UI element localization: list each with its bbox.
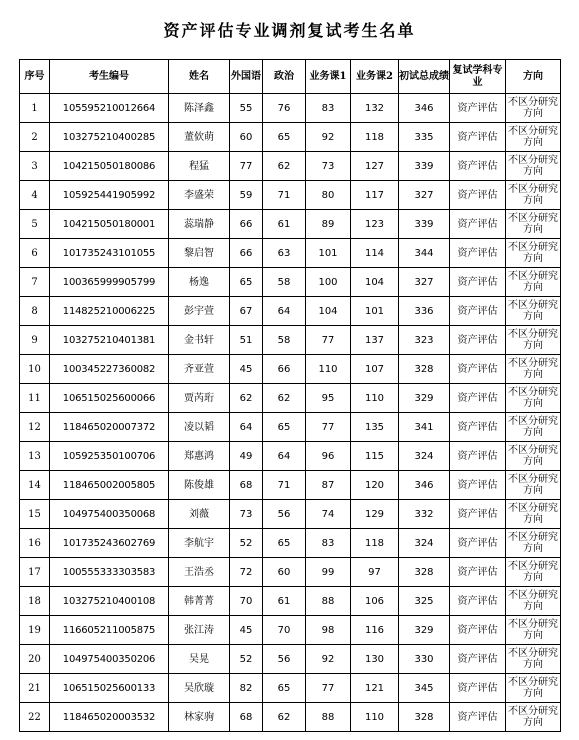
cell-politics: 56 <box>263 500 306 529</box>
cell-retest-major: 资产评估 <box>450 471 506 500</box>
cell-direction: 不区分研究方向 <box>506 703 561 732</box>
header-seq: 序号 <box>20 60 50 94</box>
cell-foreign-language: 59 <box>230 181 263 210</box>
table-row <box>20 558 561 587</box>
cell-course-2: 97 <box>351 558 399 587</box>
cell-course-1: 100 <box>306 268 351 297</box>
cell-name: 张江涛 <box>169 616 230 645</box>
cell-retest-major: 资产评估 <box>450 94 506 123</box>
cell-course-2: 110 <box>351 703 399 732</box>
cell-foreign-language: 68 <box>230 703 263 732</box>
cell-direction: 不区分研究方向 <box>506 123 561 152</box>
cell-retest-major: 资产评估 <box>450 703 506 732</box>
cell-retest-major: 资产评估 <box>450 616 506 645</box>
cell-course-2: 104 <box>351 268 399 297</box>
table-row <box>20 297 561 326</box>
cell-candidate-id: 106515025600133 <box>50 674 169 703</box>
cell-initial-total: 324 <box>399 442 450 471</box>
cell-seq: 17 <box>20 558 50 587</box>
cell-retest-major: 资产评估 <box>450 181 506 210</box>
cell-name: 陈俊雄 <box>169 471 230 500</box>
cell-initial-total: 346 <box>399 94 450 123</box>
table-row <box>20 181 561 210</box>
header-course-1: 业务课1 <box>306 60 351 94</box>
cell-course-2: 129 <box>351 500 399 529</box>
cell-seq: 9 <box>20 326 50 355</box>
table-row <box>20 326 561 355</box>
cell-direction: 不区分研究方向 <box>506 355 561 384</box>
cell-initial-total: 328 <box>399 355 450 384</box>
header-initial-total: 初试总成绩 <box>399 60 450 94</box>
cell-foreign-language: 45 <box>230 616 263 645</box>
cell-retest-major: 资产评估 <box>450 674 506 703</box>
cell-foreign-language: 67 <box>230 297 263 326</box>
cell-candidate-id: 101735243101055 <box>50 239 169 268</box>
cell-politics: 71 <box>263 471 306 500</box>
table-row <box>20 703 561 732</box>
cell-candidate-id: 105925441905992 <box>50 181 169 210</box>
cell-initial-total: 329 <box>399 616 450 645</box>
cell-candidate-id: 105595210012664 <box>50 94 169 123</box>
cell-seq: 6 <box>20 239 50 268</box>
table-row <box>20 674 561 703</box>
cell-name: 彭宇萱 <box>169 297 230 326</box>
header-politics: 政治 <box>263 60 306 94</box>
cell-course-2: 107 <box>351 355 399 384</box>
cell-initial-total: 332 <box>399 500 450 529</box>
cell-candidate-id: 103275210401381 <box>50 326 169 355</box>
cell-seq: 12 <box>20 413 50 442</box>
table-row <box>20 123 561 152</box>
cell-foreign-language: 52 <box>230 529 263 558</box>
cell-direction: 不区分研究方向 <box>506 297 561 326</box>
cell-name: 郑惠鸿 <box>169 442 230 471</box>
cell-seq: 21 <box>20 674 50 703</box>
table-row <box>20 355 561 384</box>
cell-politics: 66 <box>263 355 306 384</box>
cell-seq: 13 <box>20 442 50 471</box>
cell-politics: 64 <box>263 297 306 326</box>
cell-course-2: 135 <box>351 413 399 442</box>
cell-course-1: 104 <box>306 297 351 326</box>
cell-course-2: 115 <box>351 442 399 471</box>
cell-politics: 58 <box>263 326 306 355</box>
cell-foreign-language: 77 <box>230 152 263 181</box>
table-row <box>20 94 561 123</box>
cell-name: 杨逸 <box>169 268 230 297</box>
cell-candidate-id: 103275210400285 <box>50 123 169 152</box>
cell-course-1: 87 <box>306 471 351 500</box>
cell-seq: 2 <box>20 123 50 152</box>
cell-name: 李航宇 <box>169 529 230 558</box>
cell-course-2: 118 <box>351 123 399 152</box>
cell-name: 齐亚萱 <box>169 355 230 384</box>
cell-direction: 不区分研究方向 <box>506 674 561 703</box>
cell-initial-total: 339 <box>399 152 450 181</box>
cell-seq: 4 <box>20 181 50 210</box>
table-row <box>20 268 561 297</box>
cell-course-1: 98 <box>306 616 351 645</box>
cell-name: 吴欣璇 <box>169 674 230 703</box>
cell-course-2: 114 <box>351 239 399 268</box>
cell-initial-total: 339 <box>399 210 450 239</box>
cell-foreign-language: 51 <box>230 326 263 355</box>
cell-initial-total: 336 <box>399 297 450 326</box>
cell-candidate-id: 114825210006225 <box>50 297 169 326</box>
cell-retest-major: 资产评估 <box>450 413 506 442</box>
cell-candidate-id: 100345227360082 <box>50 355 169 384</box>
cell-course-2: 132 <box>351 94 399 123</box>
cell-course-1: 80 <box>306 181 351 210</box>
cell-retest-major: 资产评估 <box>450 123 506 152</box>
cell-retest-major: 资产评估 <box>450 442 506 471</box>
cell-foreign-language: 66 <box>230 210 263 239</box>
cell-name: 程猛 <box>169 152 230 181</box>
cell-candidate-id: 101735243602769 <box>50 529 169 558</box>
cell-course-1: 95 <box>306 384 351 413</box>
cell-politics: 60 <box>263 558 306 587</box>
cell-course-1: 89 <box>306 210 351 239</box>
cell-politics: 65 <box>263 674 306 703</box>
cell-course-2: 120 <box>351 471 399 500</box>
cell-direction: 不区分研究方向 <box>506 529 561 558</box>
cell-direction: 不区分研究方向 <box>506 500 561 529</box>
cell-direction: 不区分研究方向 <box>506 239 561 268</box>
table-row <box>20 616 561 645</box>
cell-seq: 11 <box>20 384 50 413</box>
cell-name: 董佽萌 <box>169 123 230 152</box>
cell-retest-major: 资产评估 <box>450 384 506 413</box>
cell-course-2: 130 <box>351 645 399 674</box>
cell-initial-total: 325 <box>399 587 450 616</box>
cell-seq: 1 <box>20 94 50 123</box>
cell-retest-major: 资产评估 <box>450 297 506 326</box>
cell-name: 凌以韬 <box>169 413 230 442</box>
cell-seq: 22 <box>20 703 50 732</box>
cell-candidate-id: 104215050180086 <box>50 152 169 181</box>
cell-direction: 不区分研究方向 <box>506 413 561 442</box>
cell-retest-major: 资产评估 <box>450 558 506 587</box>
cell-candidate-id: 118465020007372 <box>50 413 169 442</box>
cell-candidate-id: 104975400350206 <box>50 645 169 674</box>
candidate-table <box>19 59 561 732</box>
cell-foreign-language: 45 <box>230 355 263 384</box>
cell-politics: 65 <box>263 529 306 558</box>
table-row <box>20 384 561 413</box>
cell-foreign-language: 55 <box>230 94 263 123</box>
cell-course-1: 77 <box>306 413 351 442</box>
cell-candidate-id: 100555333303583 <box>50 558 169 587</box>
cell-initial-total: 335 <box>399 123 450 152</box>
cell-politics: 65 <box>263 413 306 442</box>
cell-initial-total: 330 <box>399 645 450 674</box>
cell-foreign-language: 70 <box>230 587 263 616</box>
cell-name: 陈泽鑫 <box>169 94 230 123</box>
cell-foreign-language: 60 <box>230 123 263 152</box>
cell-politics: 56 <box>263 645 306 674</box>
cell-retest-major: 资产评估 <box>450 326 506 355</box>
cell-seq: 3 <box>20 152 50 181</box>
cell-initial-total: 328 <box>399 703 450 732</box>
table-row <box>20 529 561 558</box>
cell-retest-major: 资产评估 <box>450 587 506 616</box>
cell-candidate-id: 116605211005875 <box>50 616 169 645</box>
cell-foreign-language: 62 <box>230 384 263 413</box>
cell-course-2: 123 <box>351 210 399 239</box>
cell-politics: 64 <box>263 442 306 471</box>
cell-candidate-id: 106515025600066 <box>50 384 169 413</box>
cell-name: 王浩丞 <box>169 558 230 587</box>
cell-politics: 70 <box>263 616 306 645</box>
cell-name: 刘薇 <box>169 500 230 529</box>
cell-direction: 不区分研究方向 <box>506 558 561 587</box>
cell-course-1: 99 <box>306 558 351 587</box>
header-retest-major: 复试学科专业 <box>450 60 506 94</box>
table-body <box>20 94 561 732</box>
cell-foreign-language: 68 <box>230 471 263 500</box>
cell-seq: 5 <box>20 210 50 239</box>
cell-retest-major: 资产评估 <box>450 500 506 529</box>
cell-course-2: 117 <box>351 181 399 210</box>
header-candidate-id: 考生编号 <box>50 60 169 94</box>
cell-direction: 不区分研究方向 <box>506 268 561 297</box>
table-row <box>20 239 561 268</box>
cell-seq: 7 <box>20 268 50 297</box>
cell-course-2: 110 <box>351 384 399 413</box>
cell-name: 蕊瑞静 <box>169 210 230 239</box>
cell-foreign-language: 65 <box>230 268 263 297</box>
cell-course-1: 92 <box>306 645 351 674</box>
cell-course-2: 106 <box>351 587 399 616</box>
cell-retest-major: 资产评估 <box>450 210 506 239</box>
cell-retest-major: 资产评估 <box>450 355 506 384</box>
cell-candidate-id: 118465020003532 <box>50 703 169 732</box>
cell-course-1: 77 <box>306 326 351 355</box>
cell-course-2: 116 <box>351 616 399 645</box>
cell-course-1: 92 <box>306 123 351 152</box>
cell-foreign-language: 73 <box>230 500 263 529</box>
header-name: 姓名 <box>169 60 230 94</box>
table-row <box>20 500 561 529</box>
cell-initial-total: 327 <box>399 268 450 297</box>
cell-foreign-language: 52 <box>230 645 263 674</box>
cell-name: 韩菁菁 <box>169 587 230 616</box>
header-direction: 方向 <box>506 60 561 94</box>
cell-politics: 61 <box>263 210 306 239</box>
cell-politics: 62 <box>263 152 306 181</box>
cell-name: 黎启智 <box>169 239 230 268</box>
cell-candidate-id: 105925350100706 <box>50 442 169 471</box>
cell-course-2: 137 <box>351 326 399 355</box>
table-header-row <box>20 60 561 94</box>
cell-retest-major: 资产评估 <box>450 152 506 181</box>
table-row <box>20 210 561 239</box>
cell-politics: 62 <box>263 384 306 413</box>
cell-direction: 不区分研究方向 <box>506 442 561 471</box>
cell-retest-major: 资产评估 <box>450 239 506 268</box>
cell-initial-total: 345 <box>399 674 450 703</box>
cell-initial-total: 344 <box>399 239 450 268</box>
cell-course-1: 88 <box>306 587 351 616</box>
cell-politics: 62 <box>263 703 306 732</box>
cell-initial-total: 341 <box>399 413 450 442</box>
cell-seq: 16 <box>20 529 50 558</box>
cell-course-1: 88 <box>306 703 351 732</box>
cell-course-1: 101 <box>306 239 351 268</box>
cell-direction: 不区分研究方向 <box>506 152 561 181</box>
header-course-2: 业务课2 <box>351 60 399 94</box>
cell-seq: 19 <box>20 616 50 645</box>
table-row <box>20 413 561 442</box>
cell-initial-total: 329 <box>399 384 450 413</box>
page-title: 资产评估专业调剂复试考生名单 <box>163 21 416 40</box>
cell-initial-total: 323 <box>399 326 450 355</box>
cell-course-2: 101 <box>351 297 399 326</box>
cell-politics: 61 <box>263 587 306 616</box>
cell-direction: 不区分研究方向 <box>506 471 561 500</box>
cell-retest-major: 资产评估 <box>450 529 506 558</box>
cell-initial-total: 327 <box>399 181 450 210</box>
table-row <box>20 587 561 616</box>
cell-candidate-id: 118465002005805 <box>50 471 169 500</box>
cell-name: 林家驹 <box>169 703 230 732</box>
table-row <box>20 645 561 674</box>
cell-politics: 58 <box>263 268 306 297</box>
table-row <box>20 152 561 181</box>
cell-direction: 不区分研究方向 <box>506 210 561 239</box>
cell-initial-total: 328 <box>399 558 450 587</box>
cell-seq: 18 <box>20 587 50 616</box>
cell-foreign-language: 82 <box>230 674 263 703</box>
cell-politics: 71 <box>263 181 306 210</box>
cell-course-2: 127 <box>351 152 399 181</box>
cell-initial-total: 346 <box>399 471 450 500</box>
cell-name: 贾芮珩 <box>169 384 230 413</box>
cell-seq: 20 <box>20 645 50 674</box>
cell-candidate-id: 100365999905799 <box>50 268 169 297</box>
cell-seq: 10 <box>20 355 50 384</box>
cell-candidate-id: 104215050180001 <box>50 210 169 239</box>
cell-course-1: 83 <box>306 94 351 123</box>
cell-retest-major: 资产评估 <box>450 268 506 297</box>
cell-initial-total: 324 <box>399 529 450 558</box>
cell-course-2: 118 <box>351 529 399 558</box>
cell-retest-major: 资产评估 <box>450 645 506 674</box>
cell-direction: 不区分研究方向 <box>506 326 561 355</box>
cell-name: 吴晃 <box>169 645 230 674</box>
cell-course-2: 121 <box>351 674 399 703</box>
cell-direction: 不区分研究方向 <box>506 616 561 645</box>
cell-candidate-id: 103275210400108 <box>50 587 169 616</box>
cell-course-1: 110 <box>306 355 351 384</box>
cell-direction: 不区分研究方向 <box>506 587 561 616</box>
cell-seq: 8 <box>20 297 50 326</box>
cell-course-1: 73 <box>306 152 351 181</box>
cell-name: 李盛荣 <box>169 181 230 210</box>
cell-seq: 15 <box>20 500 50 529</box>
cell-seq: 14 <box>20 471 50 500</box>
cell-candidate-id: 104975400350068 <box>50 500 169 529</box>
cell-direction: 不区分研究方向 <box>506 645 561 674</box>
cell-course-1: 83 <box>306 529 351 558</box>
cell-course-1: 96 <box>306 442 351 471</box>
table-row <box>20 471 561 500</box>
cell-name: 金书轩 <box>169 326 230 355</box>
cell-foreign-language: 72 <box>230 558 263 587</box>
cell-foreign-language: 64 <box>230 413 263 442</box>
cell-politics: 63 <box>263 239 306 268</box>
table-row <box>20 442 561 471</box>
header-foreign-language: 外国语 <box>230 60 263 94</box>
cell-course-1: 77 <box>306 674 351 703</box>
cell-direction: 不区分研究方向 <box>506 384 561 413</box>
cell-direction: 不区分研究方向 <box>506 181 561 210</box>
cell-foreign-language: 49 <box>230 442 263 471</box>
cell-direction: 不区分研究方向 <box>506 94 561 123</box>
cell-foreign-language: 66 <box>230 239 263 268</box>
cell-course-1: 74 <box>306 500 351 529</box>
cell-politics: 76 <box>263 94 306 123</box>
cell-politics: 65 <box>263 123 306 152</box>
